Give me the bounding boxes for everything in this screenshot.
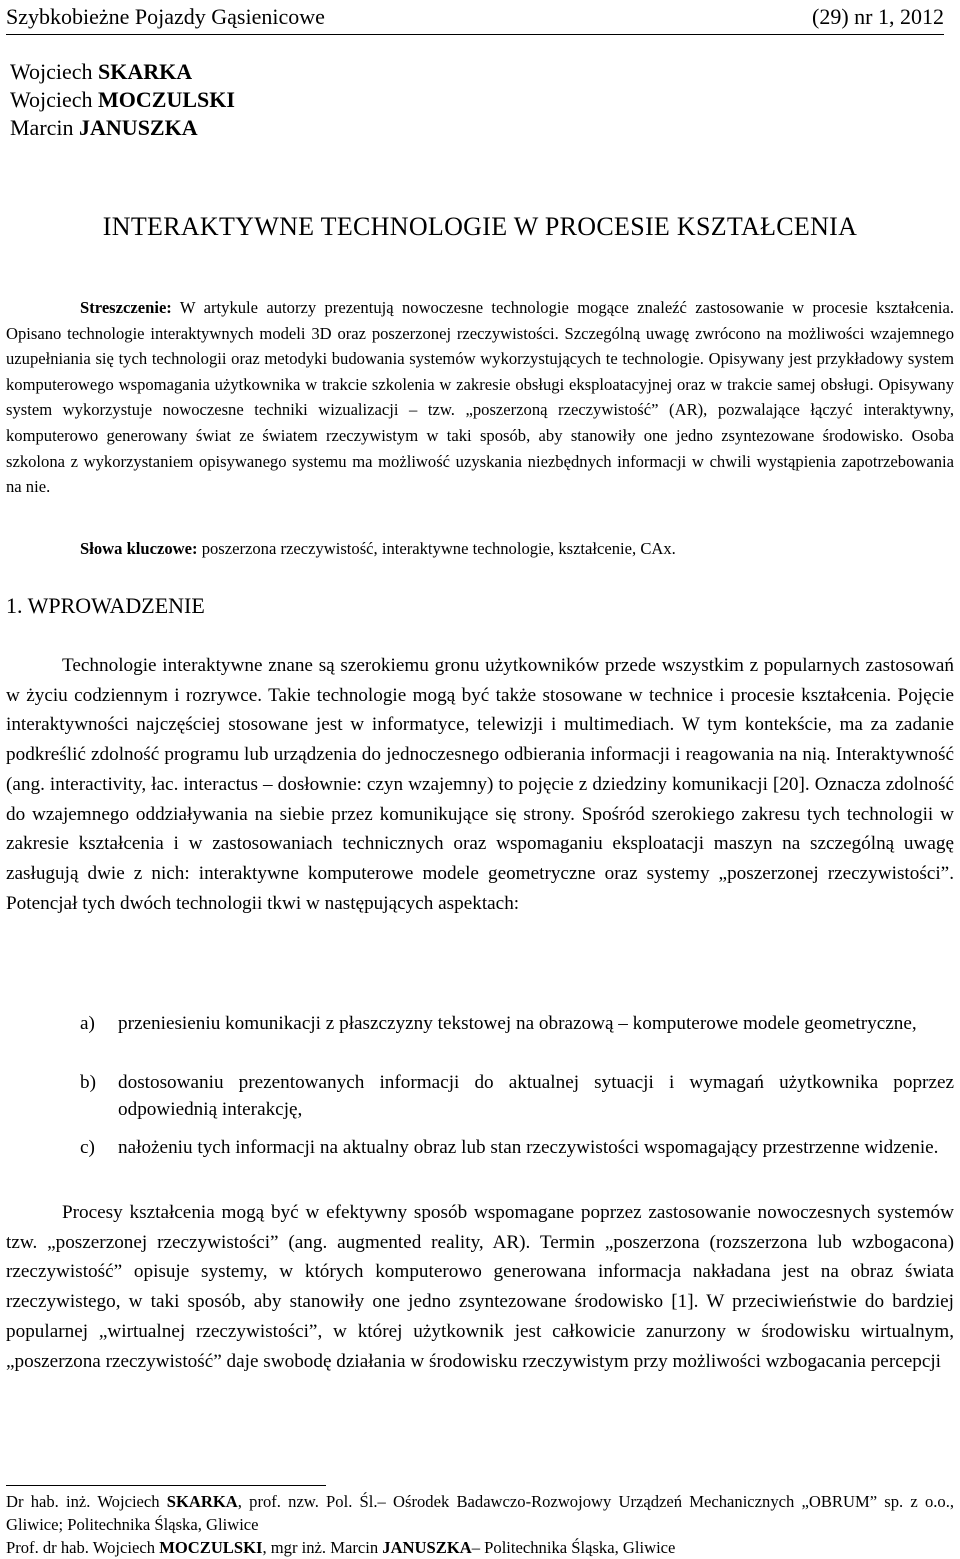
footnote-affiliation-1 bbox=[6, 1490, 954, 1536]
list-marker: a) bbox=[80, 1013, 95, 1034]
paper-title: INTERAKTYWNE TECHNOLOGIE W PROCESIE KSZTAŁCENIA bbox=[102, 212, 858, 241]
issue-info: (29) nr 1, 2012 bbox=[812, 4, 944, 29]
list-text: dostosowaniu prezentowanych informacji do aktualnej sytuacji i wymagań użytkownika poprzez odpowiednią interakcję, bbox=[118, 1072, 954, 1120]
author-first-name: Marcin bbox=[10, 115, 74, 140]
author-footnote bbox=[6, 1490, 954, 1559]
journal-name: Szybkobieżne Pojazdy Gąsienicowe bbox=[6, 4, 325, 29]
author bbox=[10, 58, 235, 86]
footnote-text: Dr hab. inż. Wojciech bbox=[6, 1492, 167, 1511]
footnote-text: – Politechnika Śląska, Gliwice bbox=[471, 1538, 676, 1557]
author-last-name: JANUSZKA bbox=[79, 115, 198, 140]
footnote-affiliation-2 bbox=[6, 1536, 954, 1559]
running-header bbox=[6, 0, 944, 35]
author-first-name: Wojciech bbox=[10, 87, 93, 112]
author-first-name: Wojciech bbox=[10, 59, 93, 84]
keywords-label: Słowa kluczowe: bbox=[80, 539, 198, 558]
author bbox=[10, 86, 235, 114]
footnote-divider bbox=[6, 1485, 326, 1486]
paragraph-intro: Technologie interaktywne znane są szerokiemu gronu użytkowników przede wszystkim z popularnych zastosowań w życiu codziennym i rozrywce. Takie technologie mogą być także stosowane w technice i procesie kształcenia. Pojęcie interaktywności najczęściej stosowane jest w informatyce, telewizji i multimediach. W tym kontekście, ma za zadanie podkreślić zdolność programu lub urządzenia do jednoczesnego odbierania informacji i reagowania na nią. Interaktywność (ang. interactivity, łac. interactus – dosłownie: czyn wzajemny) to pojęcie z dziedziny komunikacji [20]. Oznacza zdolność do wzajemnego oddziaływania na siebie przez komunikujące się strony. Spośród szerokiego zakresu tych technologii w zakresie kształcenia i w zastosowaniach technicznych oraz wspomaganiu eksploatacji maszyn na szczególną uwagę zasługują dwie z nich: interaktywne komputerowe modele geometryczne oraz systemy „poszerzonej rzeczywistości”. Potencjał tych dwóch technologii tkwi w następujących aspektach: bbox=[6, 655, 954, 914]
author-last-name: MOCZULSKI bbox=[98, 87, 235, 112]
section-heading: 1. WPROWADZENIE bbox=[6, 593, 205, 618]
footnote-name: MOCZULSKI bbox=[159, 1538, 263, 1557]
footnote-name: SKARKA bbox=[166, 1492, 238, 1511]
list-marker: b) bbox=[80, 1072, 96, 1093]
author bbox=[10, 114, 235, 142]
footnote-name: JANUSZKA bbox=[382, 1538, 472, 1557]
paragraph-ar: Procesy kształcenia mogą być w efektywny sposób wspomagane poprzez zastosowanie nowoczesnych systemów tzw. „poszerzonej rzeczywistości” (ang. augmented reality, AR). Termin „poszerzona (rozszerzona lub wzbogacona) rzeczywistość” opisuje systemy, w których komputerowo generowana informacja nakładana jest na obraz świata rzeczywistego, w taki sposób, aby stanowiły one jedno zsyntezowane środowisko [1]. W przeciwieństwie do bardziej popularnej „wirtualnej rzeczywistości”, w której użytkownik jest całkowicie zanurzony w środowisku wirtualnym, „poszerzona rzeczywistość” daje swobodę działania w środowisku rzeczywistym przy możliwości wzbogacania percepcji bbox=[6, 1202, 954, 1372]
list-text: nałożeniu tych informacji na aktualny obraz lub stan rzeczywistości wspomagający przestrzenne widzenie. bbox=[118, 1137, 939, 1158]
footnote-text: , mgr inż. Marcin bbox=[262, 1538, 383, 1557]
list-marker: c) bbox=[80, 1137, 95, 1158]
abstract bbox=[6, 295, 954, 500]
footnote-text: Prof. dr hab. Wojciech bbox=[6, 1538, 160, 1557]
abstract-label: Streszczenie: bbox=[80, 298, 172, 317]
keywords-text: poszerzona rzeczywistość, interaktywne technologie, kształcenie, CAx. bbox=[197, 539, 676, 558]
footnote-text: , prof. nzw. Pol. Śl.– Ośrodek Badawczo-Rozwojowy Urządzeń Mechanicznych „OBRUM” sp. z o.o., Gliwice; Politechnika Śląska, Gliwice bbox=[6, 1492, 954, 1534]
author-last-name: SKARKA bbox=[98, 59, 193, 84]
list-text: przeniesieniu komunikacji z płaszczyzny tekstowej na obrazową – komputerowe modele geometryczne, bbox=[118, 1013, 917, 1034]
keywords bbox=[80, 539, 676, 559]
author-list bbox=[10, 58, 235, 142]
abstract-text: W artykule autorzy prezentują nowoczesne technologie mogące znaleźć zastosowanie w procesie kształcenia. Opisano technologie interaktywnych modeli 3D oraz poszerzonej rzeczywistości. Szczególną uwagę zwrócono na możliwości wzajemnego uzupełniania się tych technologii oraz metodyki budowania systemów wykorzystujących te technologie. Opisywany jest przykładowy system komputerowego wspomagania użytkownika w trakcie szkolenia w zakresie obsługi eksploatacyjnej oraz w trakcie samej obsługi. Opisywany system wykorzystuje nowoczesne techniki wizualizacji – tzw. „poszerzoną rzeczywistość” (AR), pozwalające łączyć interaktywny, komputerowo generowany świat ze światem rzeczywistym w taki sposób, aby stanowiły one jedno zsyntezowane środowisko. Osoba szkolona z wykorzystaniem opisywanego systemu ma możliwość uzyskania niezbędnych informacji w chwili wystąpienia zapotrzebowania na nie. bbox=[6, 298, 954, 497]
